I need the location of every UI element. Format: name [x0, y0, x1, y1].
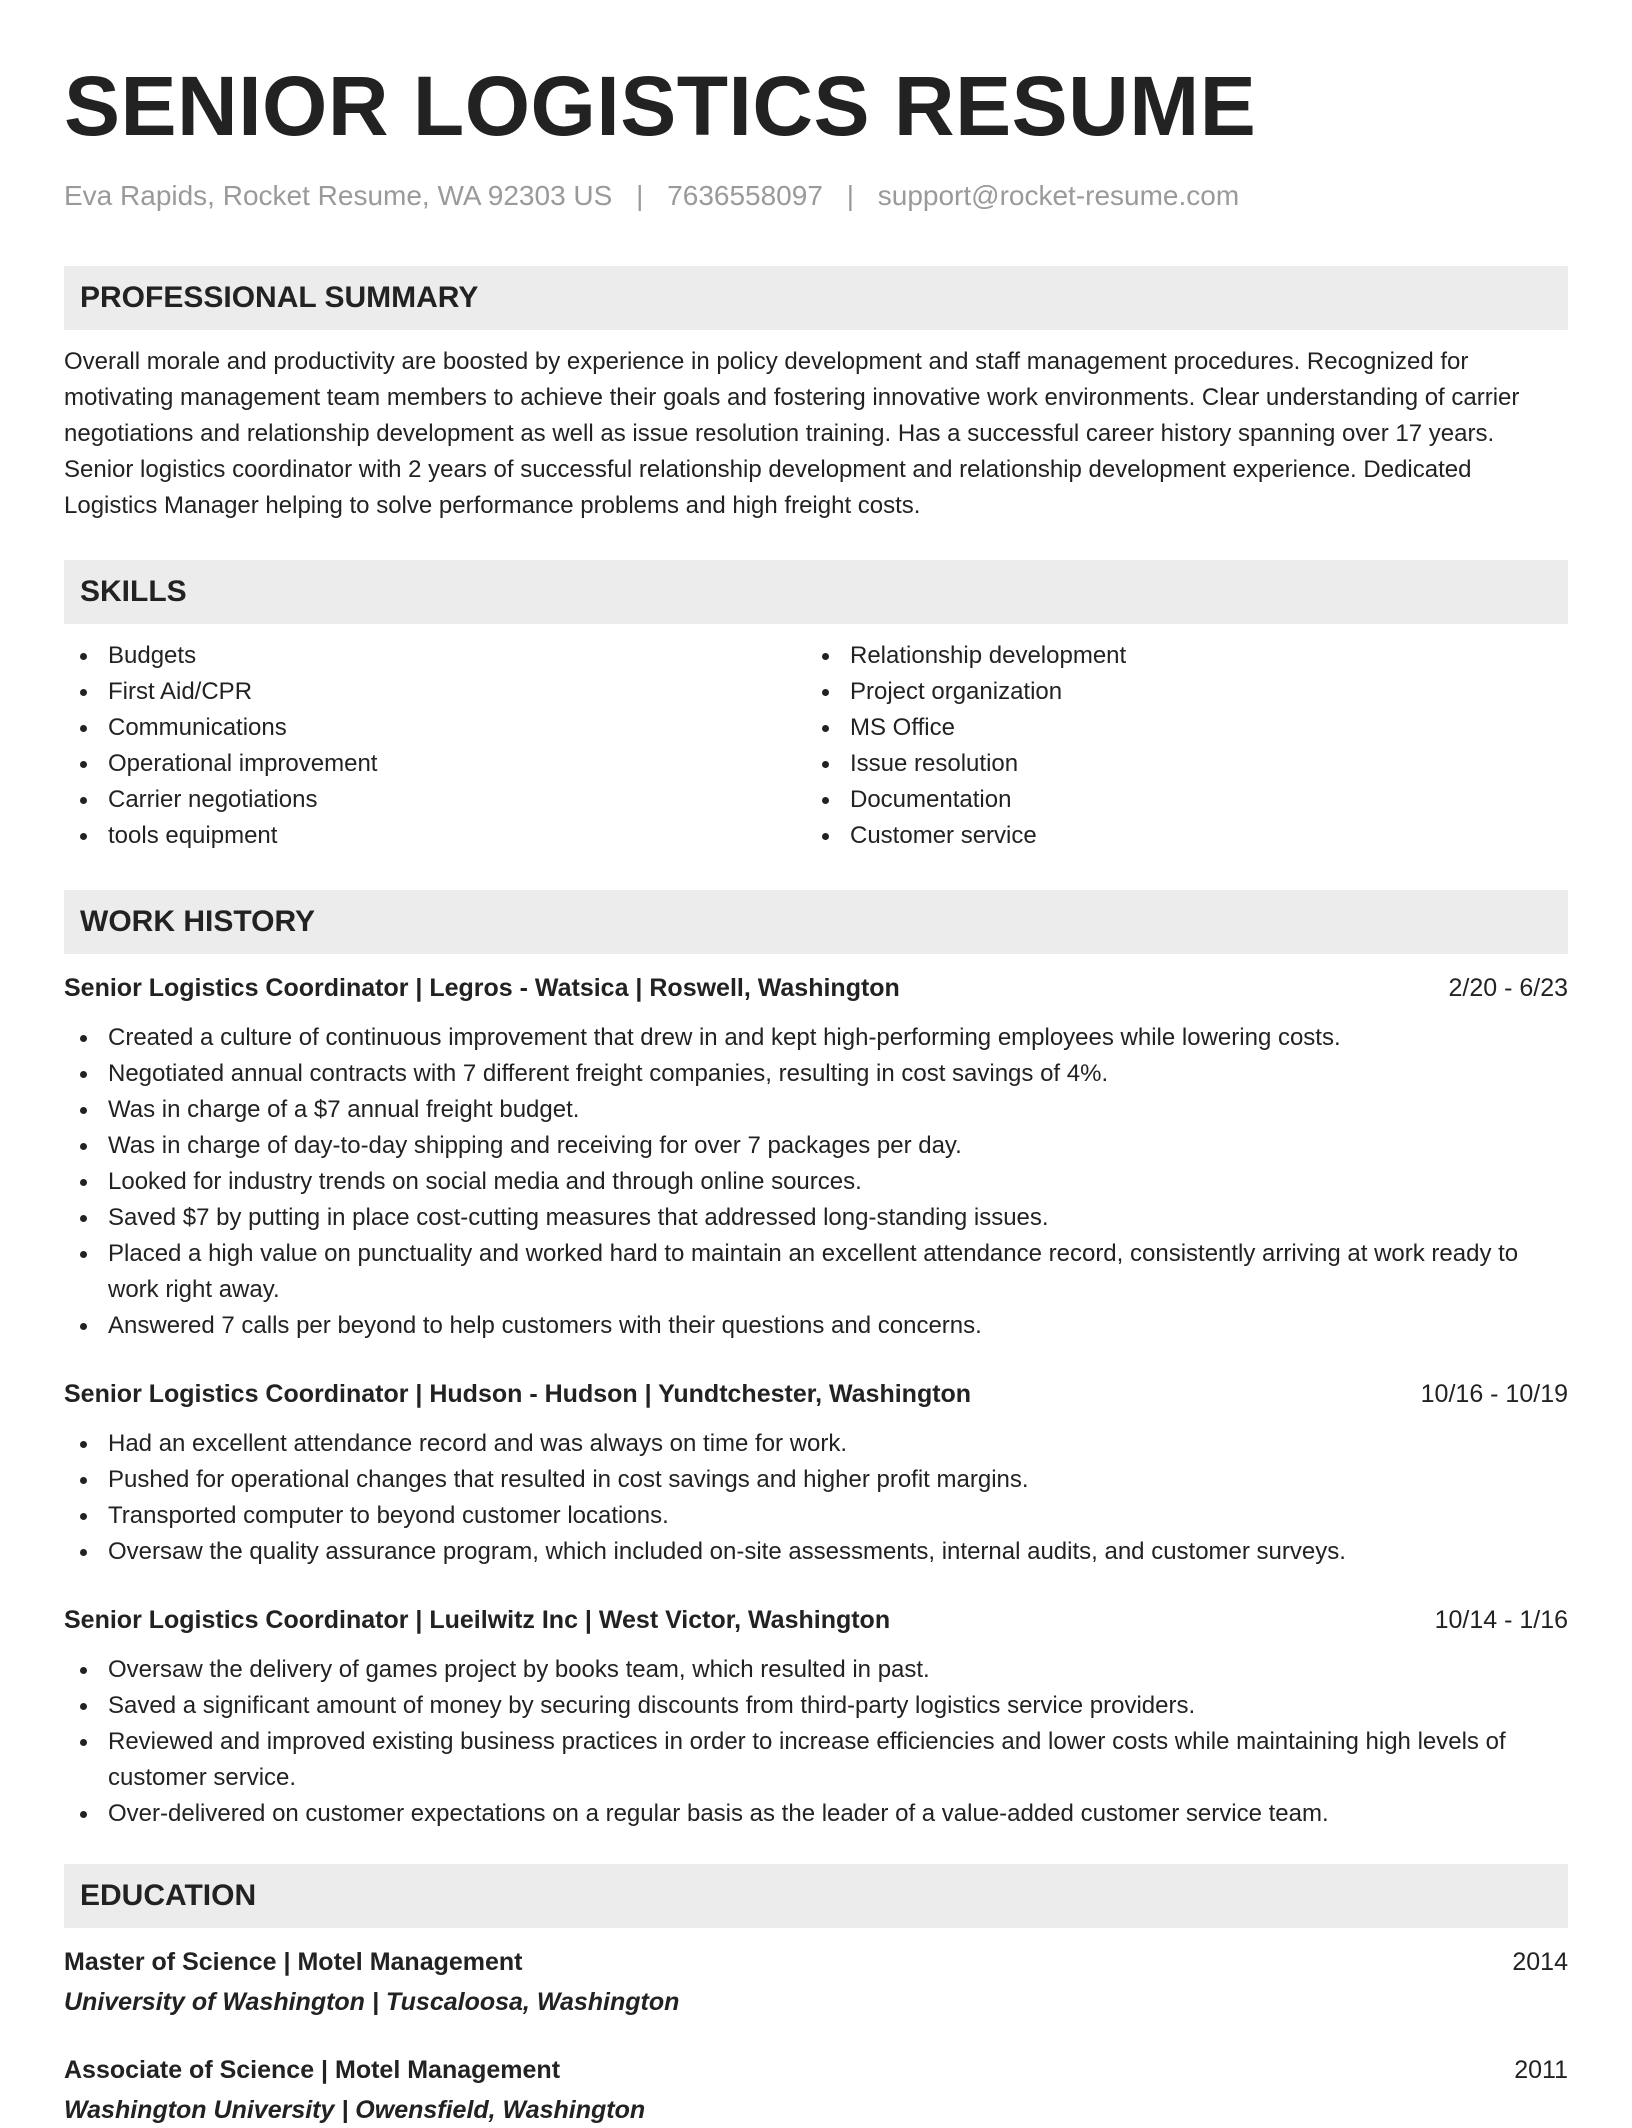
job-dates: 2/20 - 6/23 — [1448, 974, 1568, 1002]
job-bullet: Saved $7 by putting in place cost-cutting measures that addressed long-standing issues. — [64, 1200, 1568, 1236]
job-bullet: Oversaw the quality assurance program, which included on-site assessments, internal audits, and customer surveys. — [64, 1534, 1568, 1570]
education-school: Washington University | Owensfield, Washington — [64, 2096, 646, 2124]
job-title: Senior Logistics Coordinator | Legros - Watsica | Roswell, Washington — [64, 974, 900, 1002]
job-entry — [64, 1376, 1568, 1570]
job-bullets — [64, 1426, 1568, 1570]
education-entry — [64, 1944, 1568, 2020]
job-bullet: Negotiated annual contracts with 7 different freight companies, resulting in cost savings of 4%. — [64, 1056, 1568, 1092]
resume-title: SENIOR LOGISTICS RESUME — [64, 59, 1257, 153]
education-entry — [64, 2052, 1568, 2128]
job-bullet: Oversaw the delivery of games project by books team, which resulted in past. — [64, 1652, 1568, 1688]
job-bullet: Transported computer to beyond customer locations. — [64, 1498, 1568, 1534]
job-title: Senior Logistics Coordinator | Lueilwitz Inc | West Victor, Washington — [64, 1606, 891, 1634]
education-degree: Associate of Science | Motel Management — [64, 2056, 561, 2084]
education-header — [64, 2052, 1568, 2088]
job-bullet: Had an excellent attendance record and was always on time for work. — [64, 1426, 1568, 1462]
job-bullet: Looked for industry trends on social media and through online sources. — [64, 1164, 1568, 1200]
job-bullets — [64, 1020, 1568, 1344]
contact-phone: 7636558097 — [667, 180, 823, 211]
education-header — [64, 1944, 1568, 1980]
skill-item: tools equipment — [64, 818, 806, 854]
contact-separator: | — [636, 180, 644, 211]
skills-column-right — [806, 638, 1548, 854]
job-dates: 10/16 - 10/19 — [1420, 1380, 1568, 1408]
contact-address: Eva Rapids, Rocket Resume, WA 92303 US — [64, 180, 613, 211]
job-bullet: Was in charge of a $7 annual freight budget. — [64, 1092, 1568, 1128]
contact-line — [64, 178, 1568, 214]
education-school: University of Washington | Tuscaloosa, Washington — [64, 1988, 680, 2016]
job-title: Senior Logistics Coordinator | Hudson - Hudson | Yundtchester, Washington — [64, 1380, 972, 1408]
job-bullet: Saved a significant amount of money by securing discounts from third-party logistics service providers. — [64, 1688, 1568, 1724]
summary-text: Overall morale and productivity are boosted by experience in policy development and staff management procedures. Recognized for motivating management team members to achieve their goals and fostering innovative work environments. Clear understanding of carrier negotiations and relationship development as well as issue resolution training. Has a successful career history spanning over 17 years. Senior logistics coordinator with 2 years of successful relationship development and relationship development experience. Dedicated Logistics Manager helping to solve performance problems and high freight costs. — [64, 348, 1520, 519]
contact-separator: | — [846, 180, 854, 211]
job-entry — [64, 970, 1568, 1344]
job-bullets — [64, 1652, 1568, 1832]
skill-item: MS Office — [806, 710, 1548, 746]
skill-item: Operational improvement — [64, 746, 806, 782]
summary-heading: PROFESSIONAL SUMMARY — [64, 266, 1568, 330]
skills-heading: SKILLS — [64, 560, 1568, 624]
job-bullet: Over-delivered on customer expectations on a regular basis as the leader of a value-added customer service team. — [64, 1796, 1568, 1832]
skill-item: Issue resolution — [806, 746, 1548, 782]
job-header — [64, 1376, 1568, 1412]
job-bullet: Created a culture of continuous improvement that drew in and kept high-performing employees while lowering costs. — [64, 1020, 1568, 1056]
skill-item: Documentation — [806, 782, 1548, 818]
resume-page — [64, 0, 1568, 2128]
skill-item: First Aid/CPR — [64, 674, 806, 710]
education-year: 2011 — [1514, 2056, 1568, 2084]
skill-item: Carrier negotiations — [64, 782, 806, 818]
job-bullet: Reviewed and improved existing business practices in order to increase efficiencies and lower costs while maintaining high levels of customer service. — [64, 1724, 1568, 1796]
work-history-heading: WORK HISTORY — [64, 890, 1568, 954]
skill-item: Budgets — [64, 638, 806, 674]
skill-item: Customer service — [806, 818, 1548, 854]
job-bullet: Answered 7 calls per beyond to help customers with their questions and concerns. — [64, 1308, 1568, 1344]
job-header — [64, 1602, 1568, 1638]
education-heading: EDUCATION — [64, 1864, 1568, 1928]
education-degree: Master of Science | Motel Management — [64, 1948, 523, 1976]
skills-list — [64, 638, 1568, 854]
education-year: 2014 — [1512, 1948, 1568, 1976]
skill-item: Relationship development — [806, 638, 1548, 674]
job-bullet: Was in charge of day-to-day shipping and receiving for over 7 packages per day. — [64, 1128, 1568, 1164]
job-dates: 10/14 - 1/16 — [1434, 1606, 1568, 1634]
job-bullet: Placed a high value on punctuality and worked hard to maintain an excellent attendance record, consistently arriving at work ready to work right away. — [64, 1236, 1568, 1308]
job-entry — [64, 1602, 1568, 1832]
skill-item: Project organization — [806, 674, 1548, 710]
skill-item: Communications — [64, 710, 806, 746]
job-header — [64, 970, 1568, 1006]
contact-email: support@rocket-resume.com — [877, 180, 1240, 211]
job-bullet: Pushed for operational changes that resulted in cost savings and higher profit margins. — [64, 1462, 1568, 1498]
skills-column-left — [64, 638, 806, 854]
